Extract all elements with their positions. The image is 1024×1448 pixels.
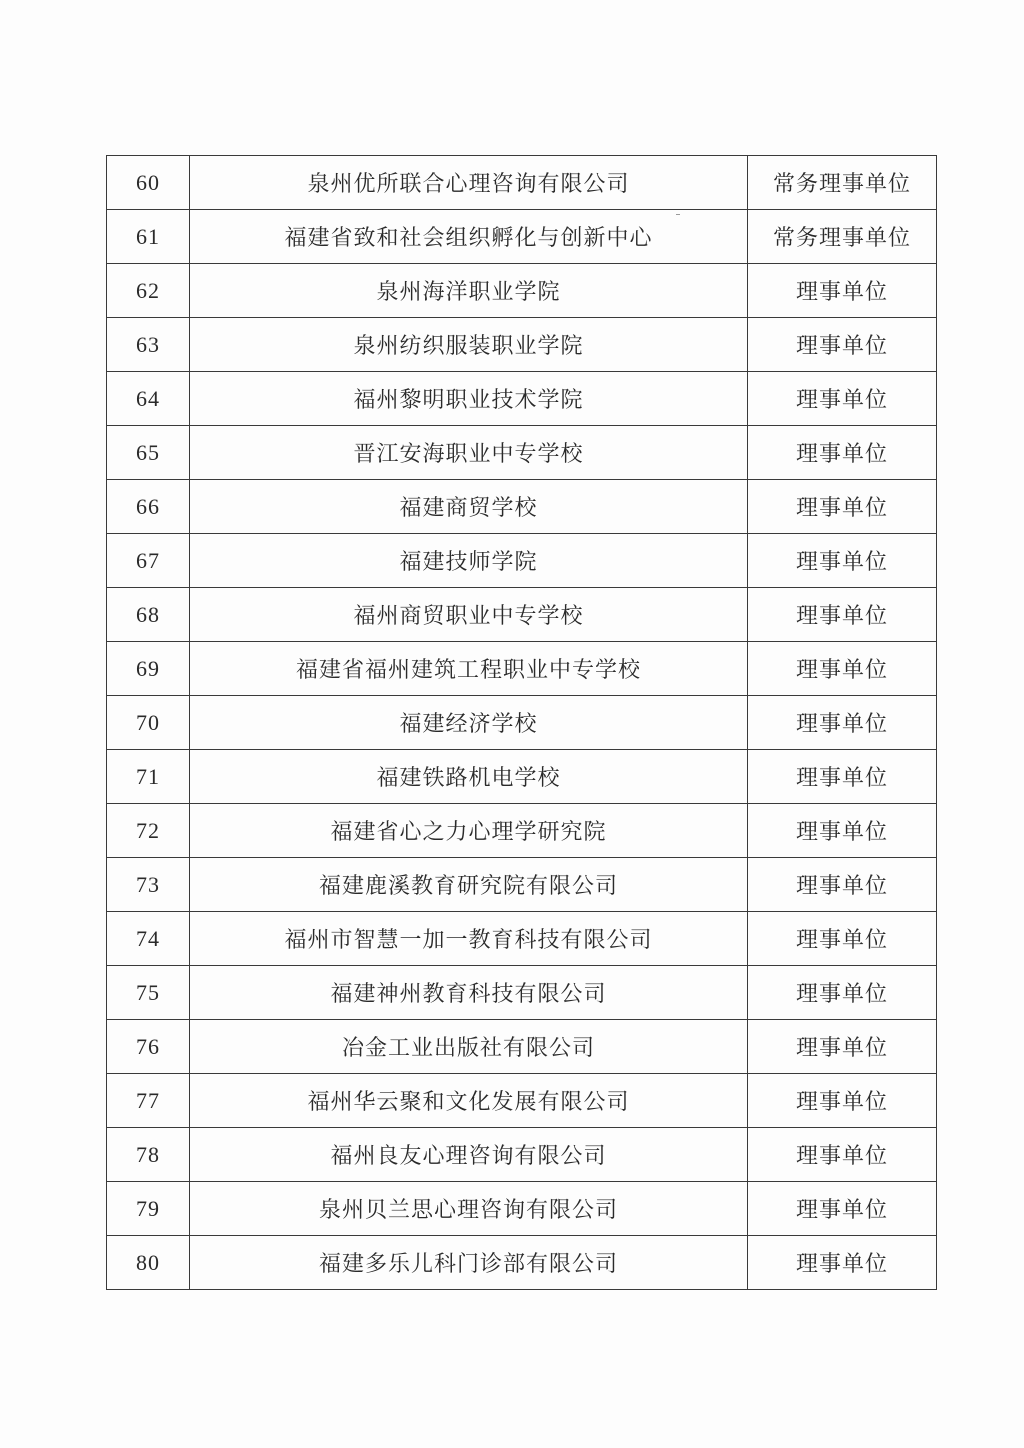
table-row — [107, 696, 937, 750]
row-number-cell: 74 — [107, 912, 190, 966]
member-table-body — [107, 156, 937, 1290]
unit-name-cell: 福州良友心理咨询有限公司 — [190, 1128, 748, 1182]
table-row — [107, 750, 937, 804]
unit-type-cell: 理事单位 — [748, 372, 937, 426]
table-row — [107, 858, 937, 912]
row-number-cell: 61 — [107, 210, 190, 264]
unit-type-cell: 理事单位 — [748, 750, 937, 804]
unit-name-cell: 福建鹿溪教育研究院有限公司 — [190, 858, 748, 912]
unit-name-cell: 泉州贝兰思心理咨询有限公司 — [190, 1182, 748, 1236]
row-number-cell: 66 — [107, 480, 190, 534]
row-number-cell: 73 — [107, 858, 190, 912]
unit-type-cell: 常务理事单位 — [748, 156, 937, 210]
unit-type-cell: 理事单位 — [748, 642, 937, 696]
table-row — [107, 372, 937, 426]
unit-name-cell: 福州华云聚和文化发展有限公司 — [190, 1074, 748, 1128]
row-number-cell: 72 — [107, 804, 190, 858]
table-row — [107, 480, 937, 534]
member-unit-table — [106, 155, 937, 1290]
table-row — [107, 1128, 937, 1182]
table-row — [107, 156, 937, 210]
unit-type-cell: 理事单位 — [748, 426, 937, 480]
table-row — [107, 426, 937, 480]
row-number-cell: 75 — [107, 966, 190, 1020]
unit-name-cell: 福州商贸职业中专学校 — [190, 588, 748, 642]
table-row — [107, 804, 937, 858]
row-number-cell: 62 — [107, 264, 190, 318]
unit-type-cell: 理事单位 — [748, 804, 937, 858]
row-number-cell: 67 — [107, 534, 190, 588]
unit-type-cell: 理事单位 — [748, 696, 937, 750]
unit-type-cell: 理事单位 — [748, 318, 937, 372]
row-number-cell: 70 — [107, 696, 190, 750]
row-number-cell: 77 — [107, 1074, 190, 1128]
unit-name-cell: 晋江安海职业中专学校 — [190, 426, 748, 480]
unit-type-cell: 理事单位 — [748, 1020, 937, 1074]
table-row — [107, 966, 937, 1020]
unit-name-cell: 冶金工业出版社有限公司 — [190, 1020, 748, 1074]
table-row — [107, 1074, 937, 1128]
unit-name-cell: 福建神州教育科技有限公司 — [190, 966, 748, 1020]
row-number-cell: 68 — [107, 588, 190, 642]
unit-type-cell: 理事单位 — [748, 858, 937, 912]
table-row — [107, 1236, 937, 1290]
row-number-cell: 65 — [107, 426, 190, 480]
row-number-cell: 71 — [107, 750, 190, 804]
unit-type-cell: 理事单位 — [748, 1074, 937, 1128]
unit-name-cell: 泉州纺织服装职业学院 — [190, 318, 748, 372]
table-row — [107, 912, 937, 966]
table-row — [107, 642, 937, 696]
unit-type-cell: 理事单位 — [748, 480, 937, 534]
table-row — [107, 1182, 937, 1236]
unit-name-cell: 泉州优所联合心理咨询有限公司 — [190, 156, 748, 210]
unit-type-cell: 理事单位 — [748, 534, 937, 588]
table-row — [107, 588, 937, 642]
unit-type-cell: 理事单位 — [748, 588, 937, 642]
row-number-cell: 79 — [107, 1182, 190, 1236]
unit-name-cell: 福建多乐儿科门诊部有限公司 — [190, 1236, 748, 1290]
unit-name-cell: 泉州海洋职业学院 — [190, 264, 748, 318]
table-row — [107, 264, 937, 318]
row-number-cell: 80 — [107, 1236, 190, 1290]
row-number-cell: 69 — [107, 642, 190, 696]
row-number-cell: 63 — [107, 318, 190, 372]
row-number-cell: 76 — [107, 1020, 190, 1074]
table-row — [107, 210, 937, 264]
unit-name-cell: 福建技师学院 — [190, 534, 748, 588]
table-row — [107, 534, 937, 588]
unit-name-cell: 福建商贸学校 — [190, 480, 748, 534]
row-number-cell: 60 — [107, 156, 190, 210]
unit-type-cell: 理事单位 — [748, 1182, 937, 1236]
unit-type-cell: 理事单位 — [748, 264, 937, 318]
unit-type-cell: 理事单位 — [748, 1128, 937, 1182]
row-number-cell: 64 — [107, 372, 190, 426]
unit-name-cell: 福建铁路机电学校 — [190, 750, 748, 804]
unit-name-cell: 福州市智慧一加一教育科技有限公司 — [190, 912, 748, 966]
unit-name-cell: 福建省致和社会组织孵化与创新中心 — [190, 210, 748, 264]
unit-name-cell: 福建省心之力心理学研究院 — [190, 804, 748, 858]
unit-name-cell: 福州黎明职业技术学院 — [190, 372, 748, 426]
unit-name-cell: 福建经济学校 — [190, 696, 748, 750]
unit-type-cell: 理事单位 — [748, 1236, 937, 1290]
table-row — [107, 318, 937, 372]
unit-name-cell: 福建省福州建筑工程职业中专学校 — [190, 642, 748, 696]
unit-type-cell: 常务理事单位 — [748, 210, 937, 264]
table-row — [107, 1020, 937, 1074]
unit-type-cell: 理事单位 — [748, 912, 937, 966]
unit-type-cell: 理事单位 — [748, 966, 937, 1020]
row-number-cell: 78 — [107, 1128, 190, 1182]
